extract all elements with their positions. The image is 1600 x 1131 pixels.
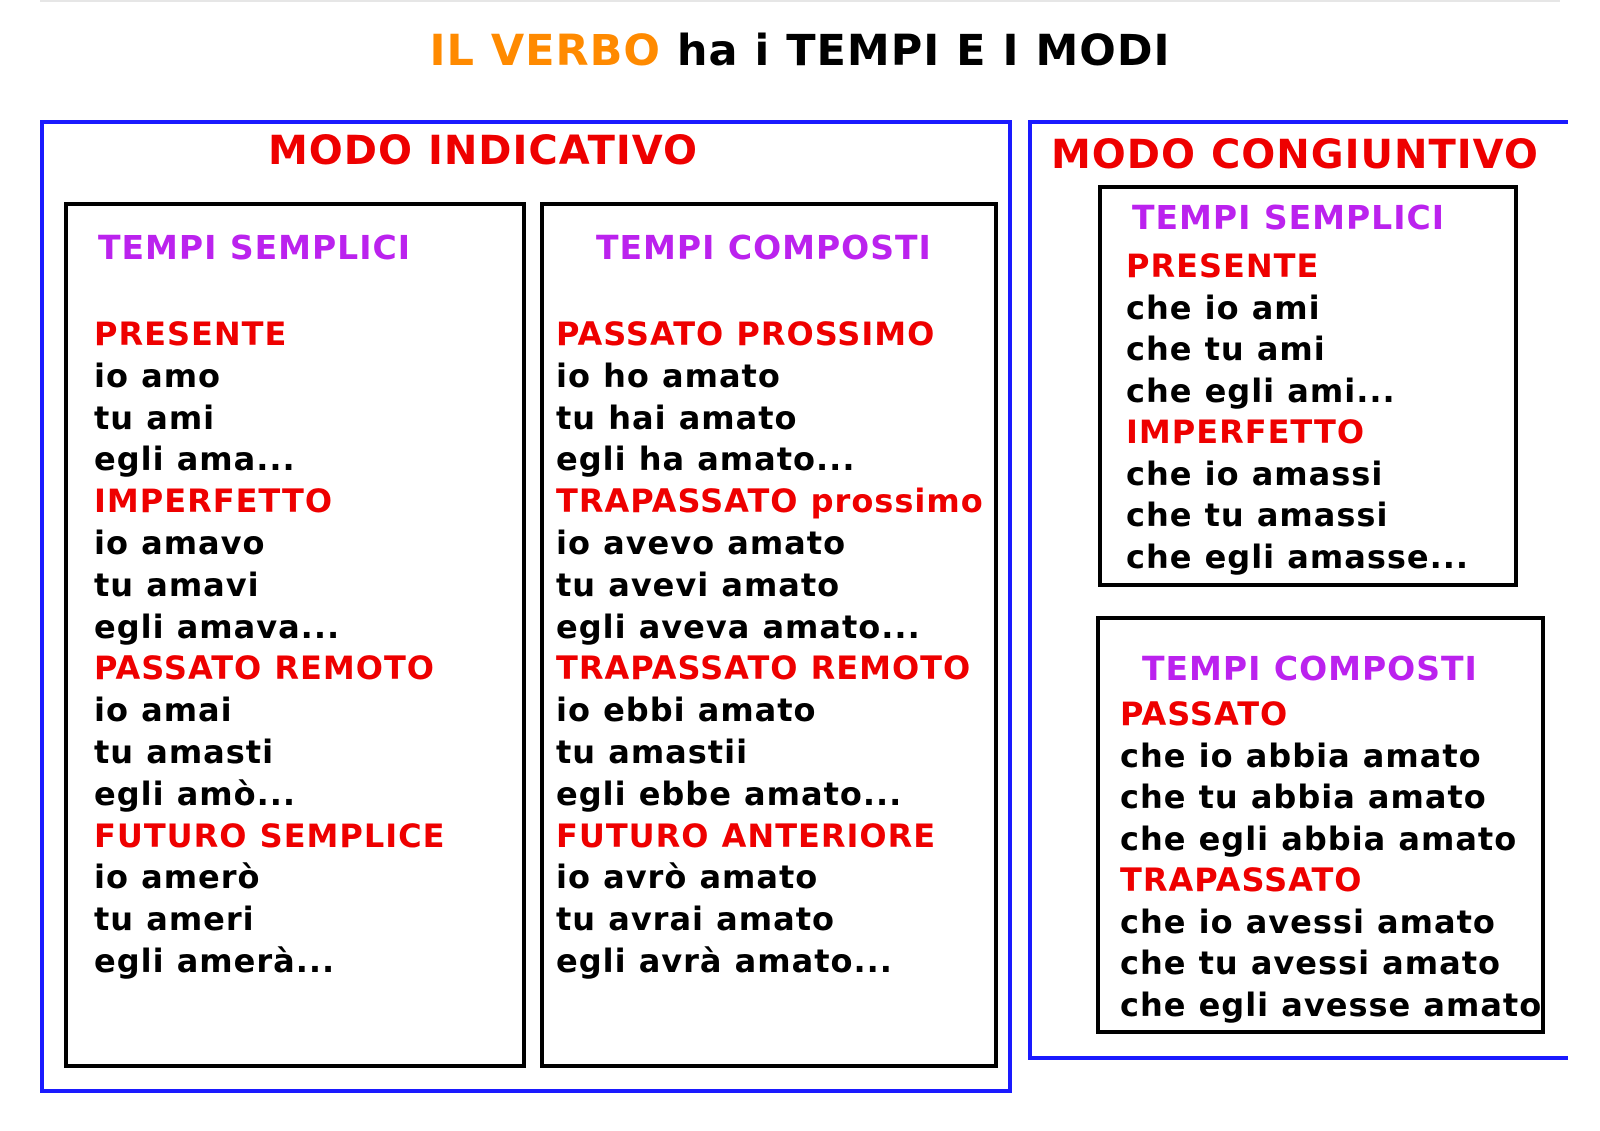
conjugation-form: che tu avessi amato [1120, 944, 1501, 982]
page-title-rest: ha i TEMPI E I MODI [660, 26, 1171, 76]
conjugation-form: egli ha amato... [556, 440, 856, 479]
conjugation-form: che egli ami... [1126, 371, 1396, 410]
conjugation-form: tu ami [94, 398, 216, 437]
conjugation-form: io amerò [94, 858, 261, 897]
tense-name: PRESENTE [94, 315, 288, 353]
tense-name: FUTURO ANTERIORE [556, 816, 937, 855]
tense-name: PASSATO [1120, 695, 1289, 733]
conjugation-form: io avrò amato [556, 858, 819, 897]
congiuntivo-composti-heading: TEMPI COMPOSTI [1142, 649, 1478, 688]
tense-name: PASSATO PROSSIMO [556, 315, 936, 353]
congiuntivo-semplici-list [1126, 246, 1469, 578]
conjugation-form: tu amavi [94, 565, 260, 604]
conjugation-form: che egli abbia amato [1120, 819, 1518, 858]
tense-name: TRAPASSATO [1120, 861, 1363, 899]
conjugation-form: che io ami [1126, 288, 1321, 327]
conjugation-form: tu amastii [556, 732, 749, 771]
conjugation-form: che tu ami [1126, 330, 1326, 368]
conjugation-form: tu avevi amato [556, 565, 841, 604]
tense-name: TRAPASSATO REMOTO [556, 649, 972, 688]
indicativo-title: MODO INDICATIVO [268, 128, 699, 174]
conjugation-form: che io abbia amato [1120, 736, 1482, 775]
conjugation-form: tu hai amato [556, 398, 798, 437]
conjugation-form: che io avessi amato [1120, 902, 1496, 941]
conjugation-form: tu avrai amato [556, 900, 835, 939]
tense-name: IMPERFETTO [1126, 413, 1366, 451]
top-divider [40, 0, 1560, 2]
conjugation-form: che tu amassi [1126, 496, 1389, 534]
conjugation-form: egli amò... [94, 774, 297, 813]
conjugation-form: che tu abbia amato [1120, 778, 1487, 816]
conjugation-form: io avevo amato [556, 523, 847, 562]
tense-name: PRESENTE [1126, 247, 1320, 285]
conjugation-form: tu amasti [94, 732, 275, 771]
conjugation-form: egli avrà amato... [556, 941, 893, 980]
conjugation-form: tu ameri [94, 900, 255, 939]
conjugation-form: egli aveva amato... [556, 607, 921, 646]
congiuntivo-title: MODO CONGIUNTIVO [1051, 132, 1539, 178]
page-title [0, 26, 1600, 76]
conjugation-form: egli amerà... [94, 941, 336, 980]
conjugation-form: che egli avesse amato [1120, 985, 1543, 1024]
congiuntivo-semplici-heading: TEMPI SEMPLICI [1132, 198, 1445, 237]
conjugation-form: che io amassi [1126, 454, 1384, 493]
conjugation-form: che egli amasse... [1126, 537, 1470, 576]
conjugation-form: io ebbi amato [556, 691, 817, 730]
tense-name: FUTURO SEMPLICE [94, 816, 446, 855]
conjugation-form: egli amava... [94, 607, 341, 646]
tense-name: PASSATO REMOTO [94, 649, 435, 688]
indicativo-semplici-list [94, 314, 445, 983]
conjugation-form: io ho amato [556, 356, 781, 395]
congiuntivo-composti-list [1120, 694, 1542, 1026]
indicativo-semplici-heading: TEMPI SEMPLICI [98, 228, 411, 267]
tense-name: IMPERFETTO [94, 482, 334, 521]
conjugation-form: io amavo [94, 523, 266, 562]
tense-name: TRAPASSATO prossimo [556, 482, 984, 521]
conjugation-form: io amai [94, 691, 233, 730]
conjugation-form: egli ama... [94, 440, 296, 479]
indicativo-composti-heading: TEMPI COMPOSTI [596, 228, 932, 267]
indicativo-composti-list [556, 314, 984, 983]
page-title-accent: IL VERBO [429, 26, 661, 76]
conjugation-form: egli ebbe amato... [556, 774, 903, 813]
conjugation-form: io amo [94, 356, 222, 395]
